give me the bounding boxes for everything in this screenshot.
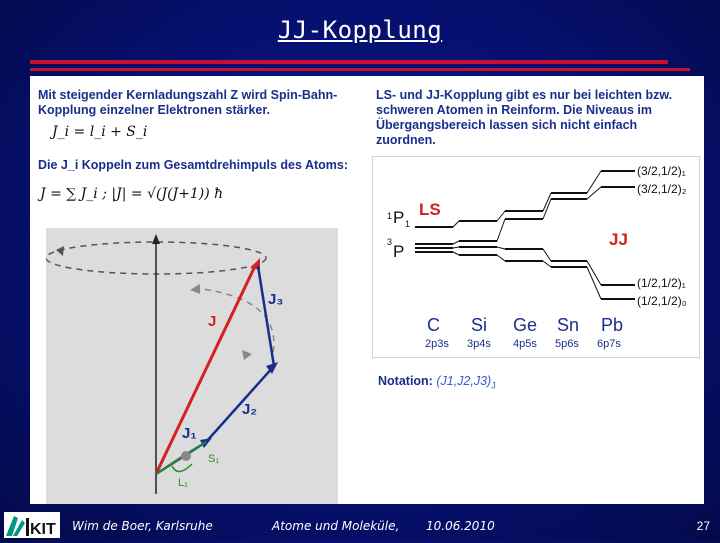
formula-ji: J_i = l_i + S_i [52,124,148,140]
j3-precession-arc [194,288,274,358]
electron-dot [181,451,191,461]
precession-arrowhead [56,246,64,256]
level-diagram-svg [373,157,699,357]
label-j3: J₃ [268,291,284,308]
label-j: J [208,313,217,330]
j2-vector [206,366,274,442]
label-j1: J₁ [182,425,197,442]
right-intro-text [376,88,696,148]
text-line: schweren Atomen in Reinform. Die Niveaus im [376,103,652,117]
arc-arrowhead [190,284,200,294]
label-l1: L₁ [178,477,188,489]
label-s1: S₁ [208,453,220,465]
term-1p1: P [393,208,405,227]
text-line: Übergangsbereich lassen sich nicht einfach zuordnen. [376,118,638,147]
footer-date: 10.06.2010 [426,519,495,533]
element-symbol: Si [471,315,488,335]
kit-logo-text: KIT [30,521,56,538]
text-line: Kopplung einzelner Elektronen stärker. [38,103,271,117]
page-number: 27 [696,519,710,533]
element-symbol: Sn [557,315,580,335]
term-3p: P [393,242,405,261]
formula-total-j: J = ∑ J_i ; |J| = √(J(J+1)) ħ [40,186,224,202]
slide-title: JJ-Kopplung [277,16,443,44]
title-rule [30,68,690,71]
notation-label: Notation: [378,374,433,388]
vector-diagram-svg [46,228,338,504]
jj-level-label: (3/2,1/2)₂ [637,182,687,196]
notation-subscript: J [491,380,496,391]
arc-arrowhead [242,350,252,360]
vector-coupling-diagram [46,228,338,504]
title-rule [30,60,668,64]
notation [378,374,496,394]
left-coupling-text: Die J_i Koppeln zum Gesamtdrehimpuls des Atoms: [38,158,349,172]
j3-vector [258,266,274,366]
kit-logo [4,512,60,538]
jj-level-label: (1/2,1/2)₀ [637,294,687,308]
notation-value: (J1,J2,J3) [436,374,492,388]
l1-rotation-arc [172,464,192,472]
element-config: 6p7s [597,338,621,350]
z-axis-arrowhead [152,234,160,244]
footer-course: Atome und Moleküle, [272,519,400,533]
element-symbol: Pb [601,315,624,335]
footer-author: Wim de Boer, Karlsruhe [72,519,213,533]
left-intro-text [38,88,358,118]
element-symbol: Ge [513,315,538,335]
label-j2: J₂ [242,401,258,418]
term-1p1-sup: 1 [387,211,393,221]
element-config: 5p6s [555,338,579,350]
kit-logo-mark [4,512,60,538]
ls-label: LS [419,200,441,219]
element-config: 2p3s [425,338,449,350]
text-line: Mit steigender Kernladungszahl Z wird Spin-Bahn- [38,88,338,102]
term-1p1-sub: 1 [405,219,411,229]
level-connectors [453,171,601,299]
jj-level-label: (3/2,1/2)₁ [637,164,686,178]
text-line: LS- und JJ-Kopplung gibt es nur bei leichten bzw. [376,88,673,102]
element-config: 4p5s [513,338,537,350]
level-correlation-diagram [372,156,700,358]
jj-level-label: (1/2,1/2)₁ [637,276,686,290]
element-config: 3p4s [467,338,491,350]
jj-label: JJ [609,230,628,249]
term-3p-sup: 3 [387,237,393,247]
element-symbol: C [427,315,440,335]
